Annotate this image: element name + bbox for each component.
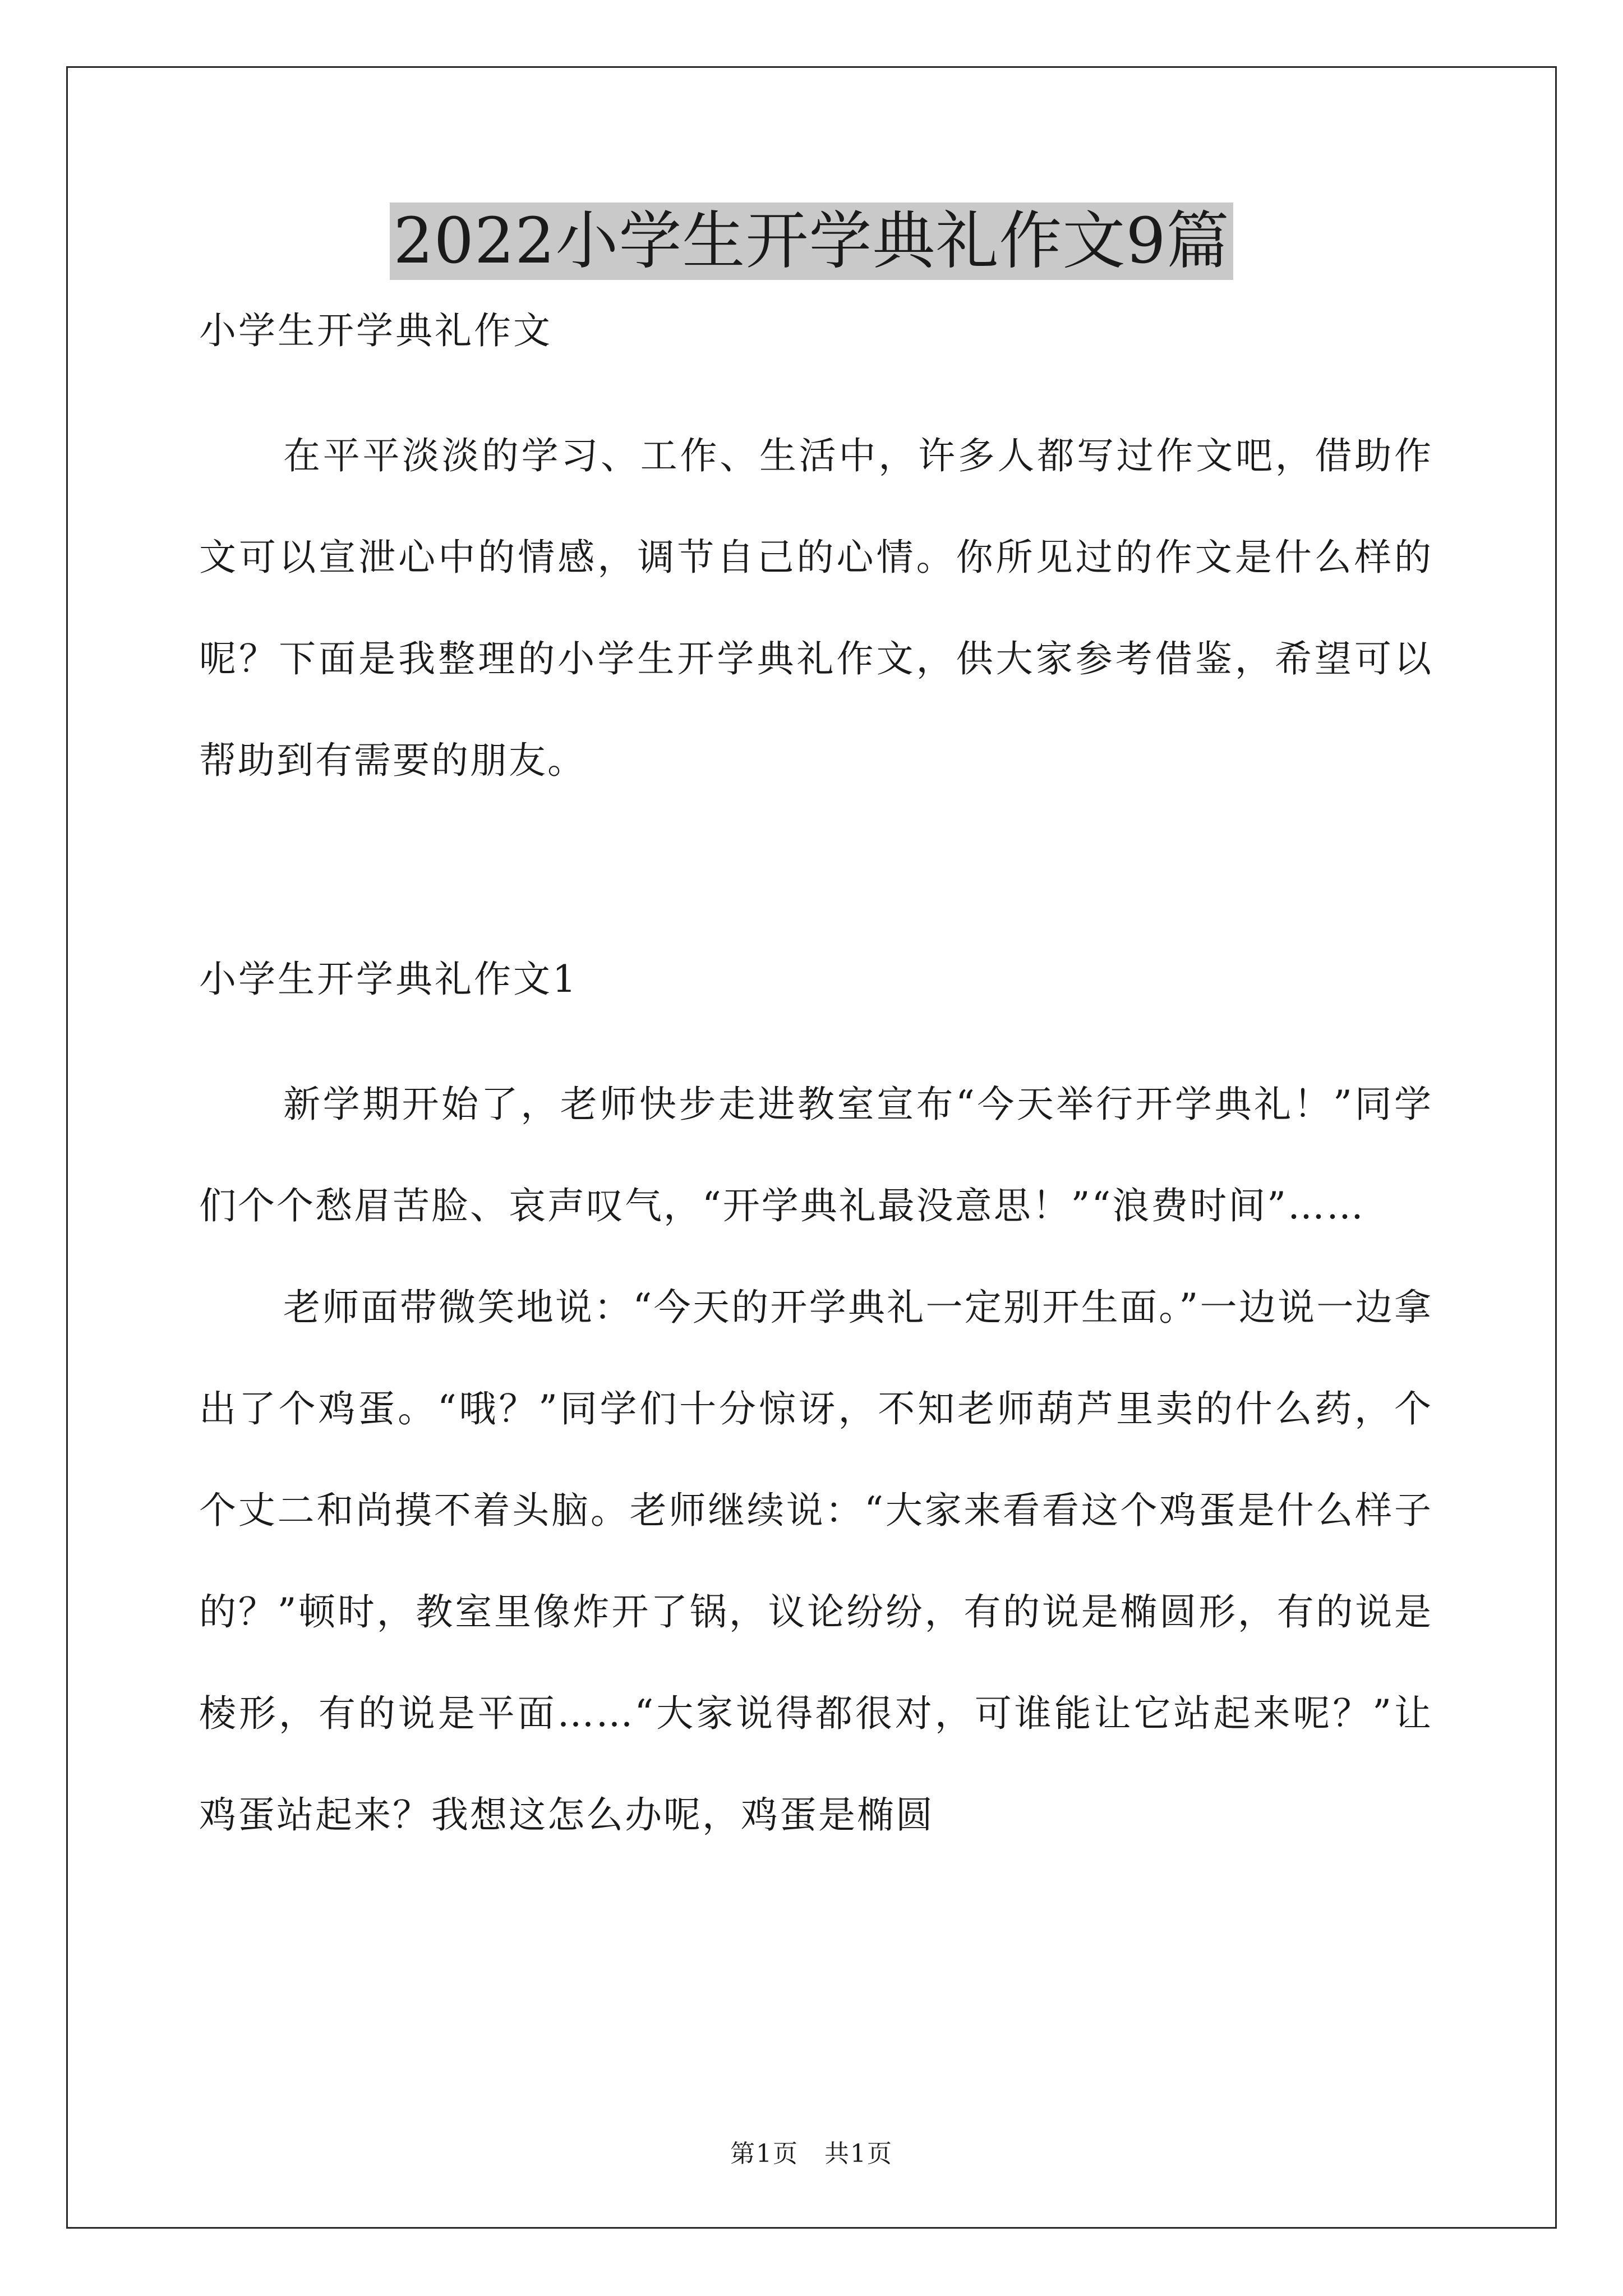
title-text: 2022小学生开学典礼作文9篇: [390, 203, 1233, 280]
intro-paragraph: 在平平淡淡的学习、工作、生活中，许多人都写过作文吧，借助作文可以宣泄心中的情感，调节自己的心情。你所见过的作文是什么样的呢？下面是我整理的小学生开学典礼作文，供大家参考借鉴，希望可以帮助到有需要的朋友。: [199, 434, 1433, 782]
section1-paragraph-2: 老师面带微笑地说：“今天的开学典礼一定别开生面。”一边说一边拿出了个鸡蛋。“哦？”同学们十分惊讶，不知老师葫芦里卖的什么药，个个丈二和尚摸不着头脑。老师继续说：“大家来看看这个鸡蛋是什么样子的？”顿时，教室里像炸开了锅，议论纷纷，有的说是椭圆形，有的说是棱形，有的说是平面……“大家说得都很对，可谁能让它站起来呢？”让鸡蛋站起来？我想这怎么办呢，鸡蛋是椭圆: [199, 1286, 1433, 1837]
spacer: [199, 1007, 1433, 1053]
spacer: [199, 811, 1433, 951]
section1-paragraph-1: 新学期开始了，老师快步走进教室宣布“今天举行开学典礼！”同学们个个愁眉苦脸、哀声叹气，“开学典礼最没意思！”“浪费时间”……: [199, 1083, 1433, 1227]
page-footer: 第1页 共1页: [730, 2139, 893, 2168]
section1-heading: 小学生开学典礼作文1: [199, 958, 578, 1001]
document-body: [199, 303, 1433, 1866]
intro-heading: 小学生开学典礼作文: [199, 309, 552, 352]
spacer: [199, 359, 1433, 405]
document-title: [0, 199, 1623, 283]
